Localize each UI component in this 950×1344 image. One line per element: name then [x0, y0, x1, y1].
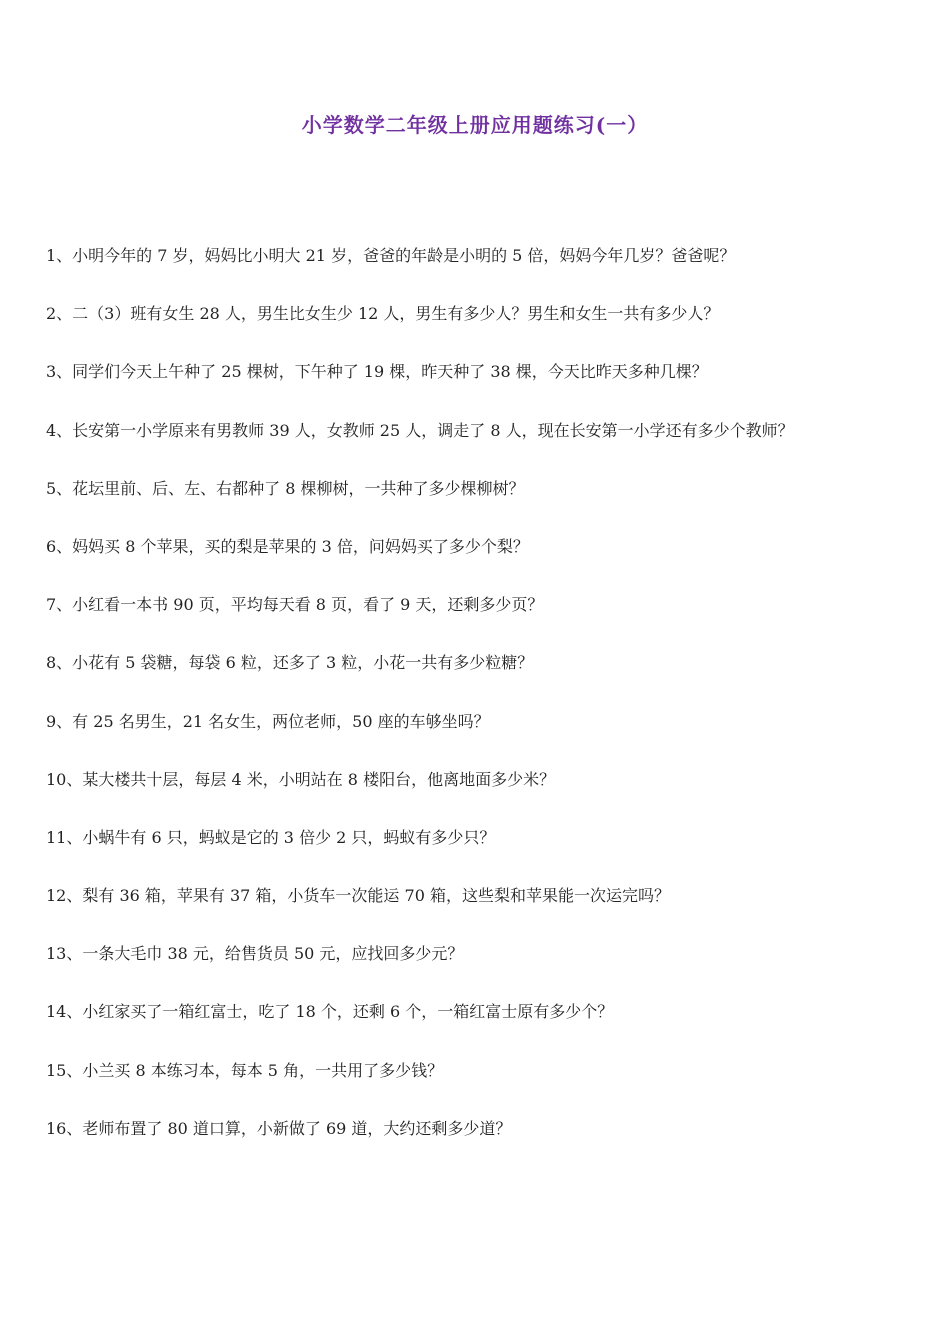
question-item: 6、妈妈买 8 个苹果，买的梨是苹果的 3 倍，问妈妈买了多少个梨？: [46, 536, 529, 556]
question-item: 12、梨有 36 箱，苹果有 37 箱，小货车一次能运 70 箱，这些梨和苹果能一次运完吗？: [46, 886, 670, 906]
question-item: 3、同学们今天上午种了 25 棵树，下午种了 19 棵，昨天种了 38 棵，今天比昨天多种几棵？: [46, 362, 708, 382]
question-item: 13、一条大毛巾 38 元，给售货员 50 元，应找回多少元？: [46, 944, 464, 964]
question-item: 4、长安第一小学原来有男教师 39 人，女教师 25 人，调走了 8 人，现在长安第一小学还有多少个教师？: [46, 420, 794, 440]
question-item: 10、某大楼共十层，每层 4 米，小明站在 8 楼阳台，他离地面多少米？: [46, 769, 556, 789]
question-item: 9、有 25 名男生，21 名女生，两位老师，50 座的车够坐吗？: [46, 711, 490, 731]
question-item: 16、老师布置了 80 道口算，小新做了 69 道，大约还剩多少道？: [46, 1118, 512, 1138]
question-item: 7、小红看一本书 90 页，平均每天看 8 页，看了 9 天，还剩多少页？: [46, 595, 544, 615]
question-item: 8、小花有 5 袋糖，每袋 6 粒，还多了 3 粒，小花一共有多少粒糖？: [46, 653, 534, 673]
question-item: 15、小兰买 8 本练习本，每本 5 角，一共用了多少钱？: [46, 1060, 444, 1080]
question-item: 2、二（3）班有女生 28 人，男生比女生少 12 人，男生有多少人？男生和女生一共有多少人？: [46, 304, 720, 324]
page-title: 小学数学二年级上册应用题练习(一）: [301, 113, 649, 137]
question-item: 14、小红家买了一箱红富士，吃了 18 个，还剩 6 个，一箱红富士原有多少个？: [46, 1002, 614, 1022]
question-item: 5、花坛里前、后、左、右都种了 8 棵柳树，一共种了多少棵柳树？: [46, 478, 525, 498]
question-item: 11、小蜗牛有 6 只，蚂蚁是它的 3 倍少 2 只，蚂蚁有多少只？: [46, 827, 496, 847]
question-item: 1、小明今年的 7 岁，妈妈比小明大 21 岁，爸爸的年龄是小明的 5 倍，妈妈今年几岁？爸爸呢？: [46, 246, 736, 265]
question-list: [46, 242, 926, 1173]
